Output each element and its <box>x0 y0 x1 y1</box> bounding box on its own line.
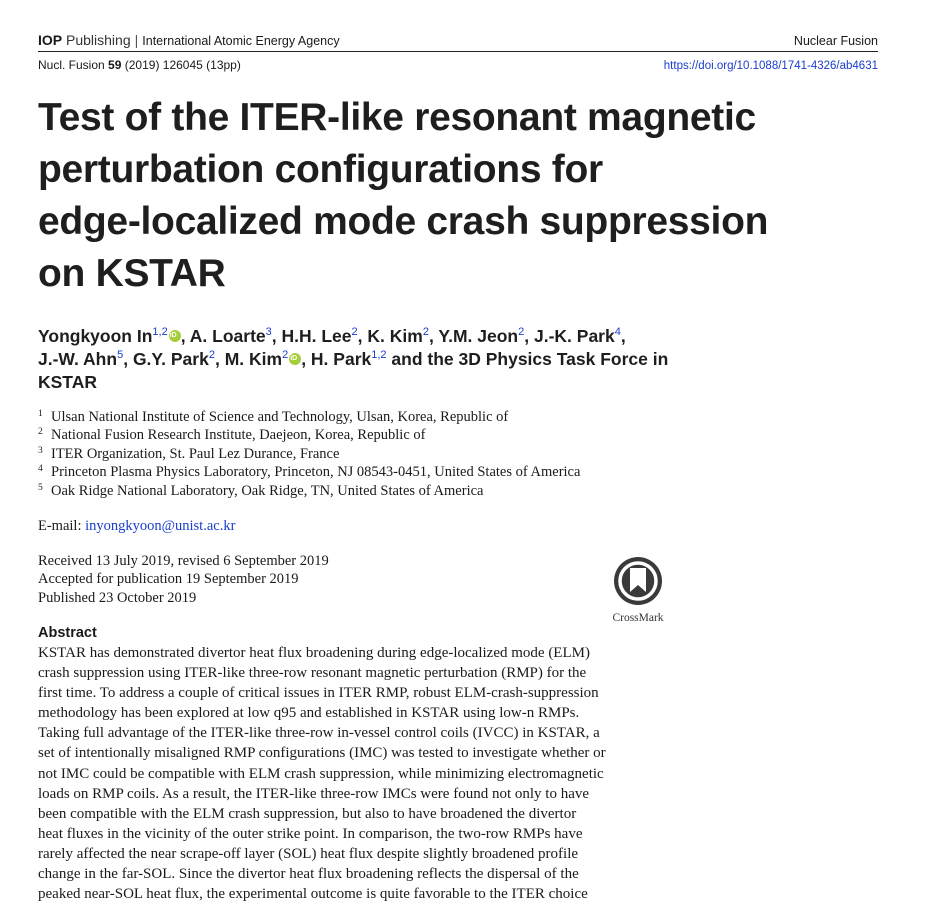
accepted-date: Accepted for publication 19 September 2019 <box>38 571 299 588</box>
citation <box>38 58 241 72</box>
contact-email <box>38 517 235 535</box>
author-list: Yongkyoon In$^{1,2}$iD , A. Loarte$^3$, H.H. Lee$^2$, K. Kim$^2$, Y.M. Jeon$^2$, J.-K. Park$^4$, J.-W. Ahn$^5$, G.Y. Park$^2$, M. Kim$^2$iD , H. Park$^{1,2}$ and the 3D Physics Task Force in KSTAR <box>38 325 718 394</box>
abstract-line: methodology has been explored at low q95 and established in KSTAR using low-n RMPs. <box>38 705 580 722</box>
abstract-line: been compatible with the ELM crash suppression, but also to have broadened the divertor <box>38 805 577 822</box>
orcid-icon[interactable] <box>169 330 181 342</box>
abstract-line: heat fluxes in the vicinity of the outer strike point. In comparison, the two-row RMPs have <box>38 825 583 842</box>
abstract-line: peaked near-SOL heat flux, the experimental outcome is quite favorable to the ITER choice <box>38 886 588 903</box>
author-group: and the 3D Physics Task Force in KSTAR <box>38 349 669 392</box>
author-affiliation-ref[interactable]: 2 <box>422 326 429 338</box>
title-line: edge-localized mode crash suppression <box>38 200 769 243</box>
affiliation-item <box>38 445 738 463</box>
citation-row <box>38 58 878 74</box>
affiliation-number: 5 <box>38 482 43 493</box>
abstract-line: first time. To address a couple of critical issues in ITER RMP, robust ELM-crash-suppression <box>38 685 599 702</box>
paper-title <box>38 92 838 300</box>
received-date: Received 13 July 2019, revised 6 September 2019 <box>38 553 329 569</box>
journal-header <box>38 31 878 52</box>
abstract-line: Taking full advantage of the ITER-like three-row in-vessel control coils (IVCC) in KSTAR, a <box>38 725 600 742</box>
author-affiliation-ref[interactable]: 1,2 <box>152 326 168 338</box>
affiliation-text: Princeton Plasma Physics Laboratory, Princeton, NJ 08543-0451, United States of America <box>51 464 581 481</box>
citation-prefix: Nucl. Fusion <box>38 58 105 72</box>
publisher-bold: IOP <box>38 32 63 48</box>
published-date: Published 23 October 2019 <box>38 589 197 606</box>
title-line: perturbation configurations for <box>38 148 603 191</box>
author-name: A. Loarte <box>189 326 266 346</box>
crossmark-label: CrossMark <box>612 612 664 624</box>
title-line: on KSTAR <box>38 252 226 295</box>
author-name: K. Kim <box>367 326 423 346</box>
affiliation-number: 4 <box>38 464 43 475</box>
abstract-body <box>38 643 688 904</box>
journal-name: Nuclear Fusion <box>793 34 878 48</box>
affiliation-item <box>38 482 738 500</box>
affiliation-text: National Fusion Research Institute, Daejeon, Korea, Republic of <box>51 427 426 444</box>
author-name: H.H. Lee <box>281 326 352 346</box>
abstract-line: crash suppression using ITER-like three-row resonant magnetic perturbation (RMP) for the <box>38 665 587 682</box>
author-affiliation-ref[interactable]: 4 <box>614 326 621 338</box>
author-name: Yongkyoon In <box>38 326 153 346</box>
abstract-line: loads on RMP coils. As a result, the ITER-like three-row IMCs were found not only to have <box>38 785 590 802</box>
author-name: G.Y. Park <box>132 349 209 369</box>
abstract-line: KSTAR has demonstrated divertor heat flux broadening during edge-localized mode (ELM) <box>38 645 590 661</box>
author-affiliation-ref[interactable]: 5 <box>117 349 124 361</box>
header-separator: | <box>134 32 139 48</box>
author-name: Y.M. Jeon <box>438 326 519 346</box>
affiliation-text: Oak Ridge National Laboratory, Oak Ridge, TN, United States of America <box>51 482 484 499</box>
affiliation-item <box>38 426 738 444</box>
author-affiliation-ref[interactable]: 2 <box>208 349 215 361</box>
crossmark-badge[interactable] <box>608 556 668 624</box>
publisher-name: Publishing <box>66 32 131 48</box>
affiliation-item <box>38 408 738 426</box>
affiliation-list <box>38 408 738 500</box>
affiliation-item <box>38 463 738 481</box>
author-affiliation-ref[interactable]: 3 <box>265 326 272 338</box>
affiliation-text: Ulsan National Institute of Science and Technology, Ulsan, Korea, Republic of <box>51 409 509 425</box>
abstract-line: set of intentionally misaligned RMP configurations (IMC) was tested to investigate whether or <box>38 745 606 762</box>
affiliation-number: 2 <box>38 427 43 438</box>
author-affiliation-ref[interactable]: 2 <box>351 326 358 338</box>
affiliation-number: 3 <box>38 445 43 456</box>
email-label: E-mail: <box>38 518 82 534</box>
author-affiliation-ref[interactable]: 2 <box>518 326 525 338</box>
author-affiliation-ref[interactable]: 1,2 <box>371 349 387 361</box>
citation-volume: 59 <box>108 58 122 72</box>
crossmark-icon <box>612 556 664 606</box>
author-name: J.-W. Ahn <box>38 349 118 369</box>
author-affiliation-ref[interactable]: 2 <box>282 349 289 361</box>
organization-name: International Atomic Energy Agency <box>142 34 340 48</box>
affiliation-text: ITER Organization, St. Paul Lez Durance, France <box>51 445 340 462</box>
affiliation-number: 1 <box>38 409 43 419</box>
orcid-icon[interactable] <box>289 353 301 365</box>
author-name: H. Park <box>310 349 372 369</box>
title-line: Test of the ITER-like resonant magnetic <box>38 96 756 139</box>
abstract-line: change in the far-SOL. Since the divertor heat flux broadening reflects the dispersal of the <box>38 866 579 883</box>
abstract-line: not IMC could be compatible with ELM crash suppression, while minimizing electromagnetic <box>38 765 604 782</box>
abstract-line: rarely affected the near scrape-off layer (SOL) heat flux despite slightly broadened profile <box>38 845 579 862</box>
citation-suffix: (2019) 126045 (13pp) <box>124 58 241 72</box>
publisher-line <box>38 31 340 50</box>
doi-link[interactable]: https://doi.org/10.1088/1741-4326/ab4631 <box>663 60 878 72</box>
author-name: M. Kim <box>224 349 283 369</box>
author-name: J.-K. Park <box>533 326 615 346</box>
email-link[interactable]: inyongkyoon@unist.ac.kr <box>85 518 236 534</box>
publication-dates <box>38 552 329 607</box>
abstract-heading: Abstract <box>38 625 97 641</box>
